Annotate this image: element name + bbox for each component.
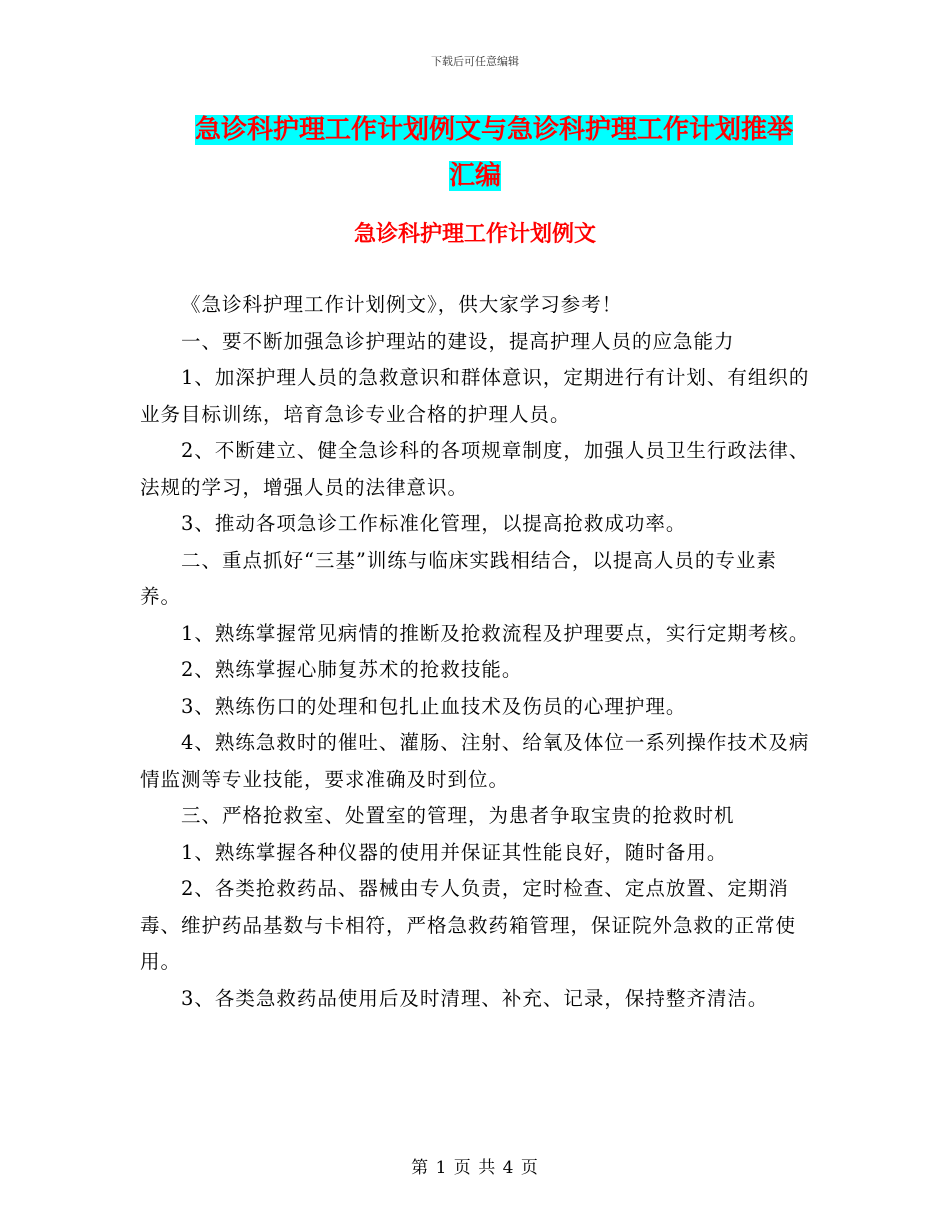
- paragraph: 2、不断建立、健全急诊科的各项规章制度，加强人员卫生行政法律、法规的学习，增强人员的法律意识。: [140, 439, 810, 499]
- section-title: 急诊科护理工作计划例文: [353, 222, 596, 247]
- document-body: [140, 287, 810, 1017]
- paragraph: 二、重点抓好“三基”训练与临床实践相结合，以提高人员的专业素养。: [140, 548, 777, 608]
- paragraph: 《急诊科护理工作计划例文》，供大家学习参考！: [180, 293, 623, 316]
- paragraph: 2、各类抢救药品、器械由专人负责，定时检查、定点放置、定期消毒、维护药品基数与卡相符，严格急救药箱管理，保证院外急救的正常使用。: [140, 877, 797, 973]
- paragraph: 一、要不断加强急诊护理站的建设，提高护理人员的应急能力: [180, 329, 735, 353]
- paragraph: 1、加深护理人员的急救意识和群体意识，定期进行有计划、有组织的业务目标训练，培育急诊专业合格的护理人员。: [140, 366, 810, 426]
- paragraph: 1、熟练掌握各种仪器的使用并保证其性能良好，随时备用。: [180, 840, 728, 864]
- paragraph: 3、推动各项急诊工作标准化管理，以提高抢救成功率。: [180, 512, 687, 535]
- paragraph: 3、熟练伤口的处理和包扎止血技术及伤员的心理护理。: [180, 694, 687, 718]
- paragraph: 2、熟练掌握心肺复苏术的抢救技能。: [180, 658, 523, 681]
- document-title-line-2: [140, 153, 810, 199]
- document-title-line-1: [140, 107, 810, 153]
- paragraph: 3、各类急救药品使用后及时清理、补充、记录，保持整齐清洁。: [180, 986, 769, 1010]
- paragraph: 三、严格抢救室、处置室的管理，为患者争取宝贵的抢救时机: [180, 804, 735, 827]
- header-note: 下载后可任意编辑: [431, 55, 519, 68]
- page-footer: 第 1 页 共 4 页: [411, 1158, 539, 1178]
- document-title-line-2-text: 汇编: [448, 161, 501, 191]
- document-title-line-1-text: 急诊科护理工作计划例文与急诊科护理工作计划推举: [195, 115, 794, 145]
- paragraph: 1、熟练掌握常见病情的推断及抢救流程及护理要点，实行定期考核。: [180, 621, 810, 645]
- paragraph: 4、熟练急救时的催吐、灌肠、注射、给氧及体位一系列操作技术及病情监测等专业技能，要求准确及时到位。: [140, 731, 810, 791]
- document-title: [140, 107, 810, 199]
